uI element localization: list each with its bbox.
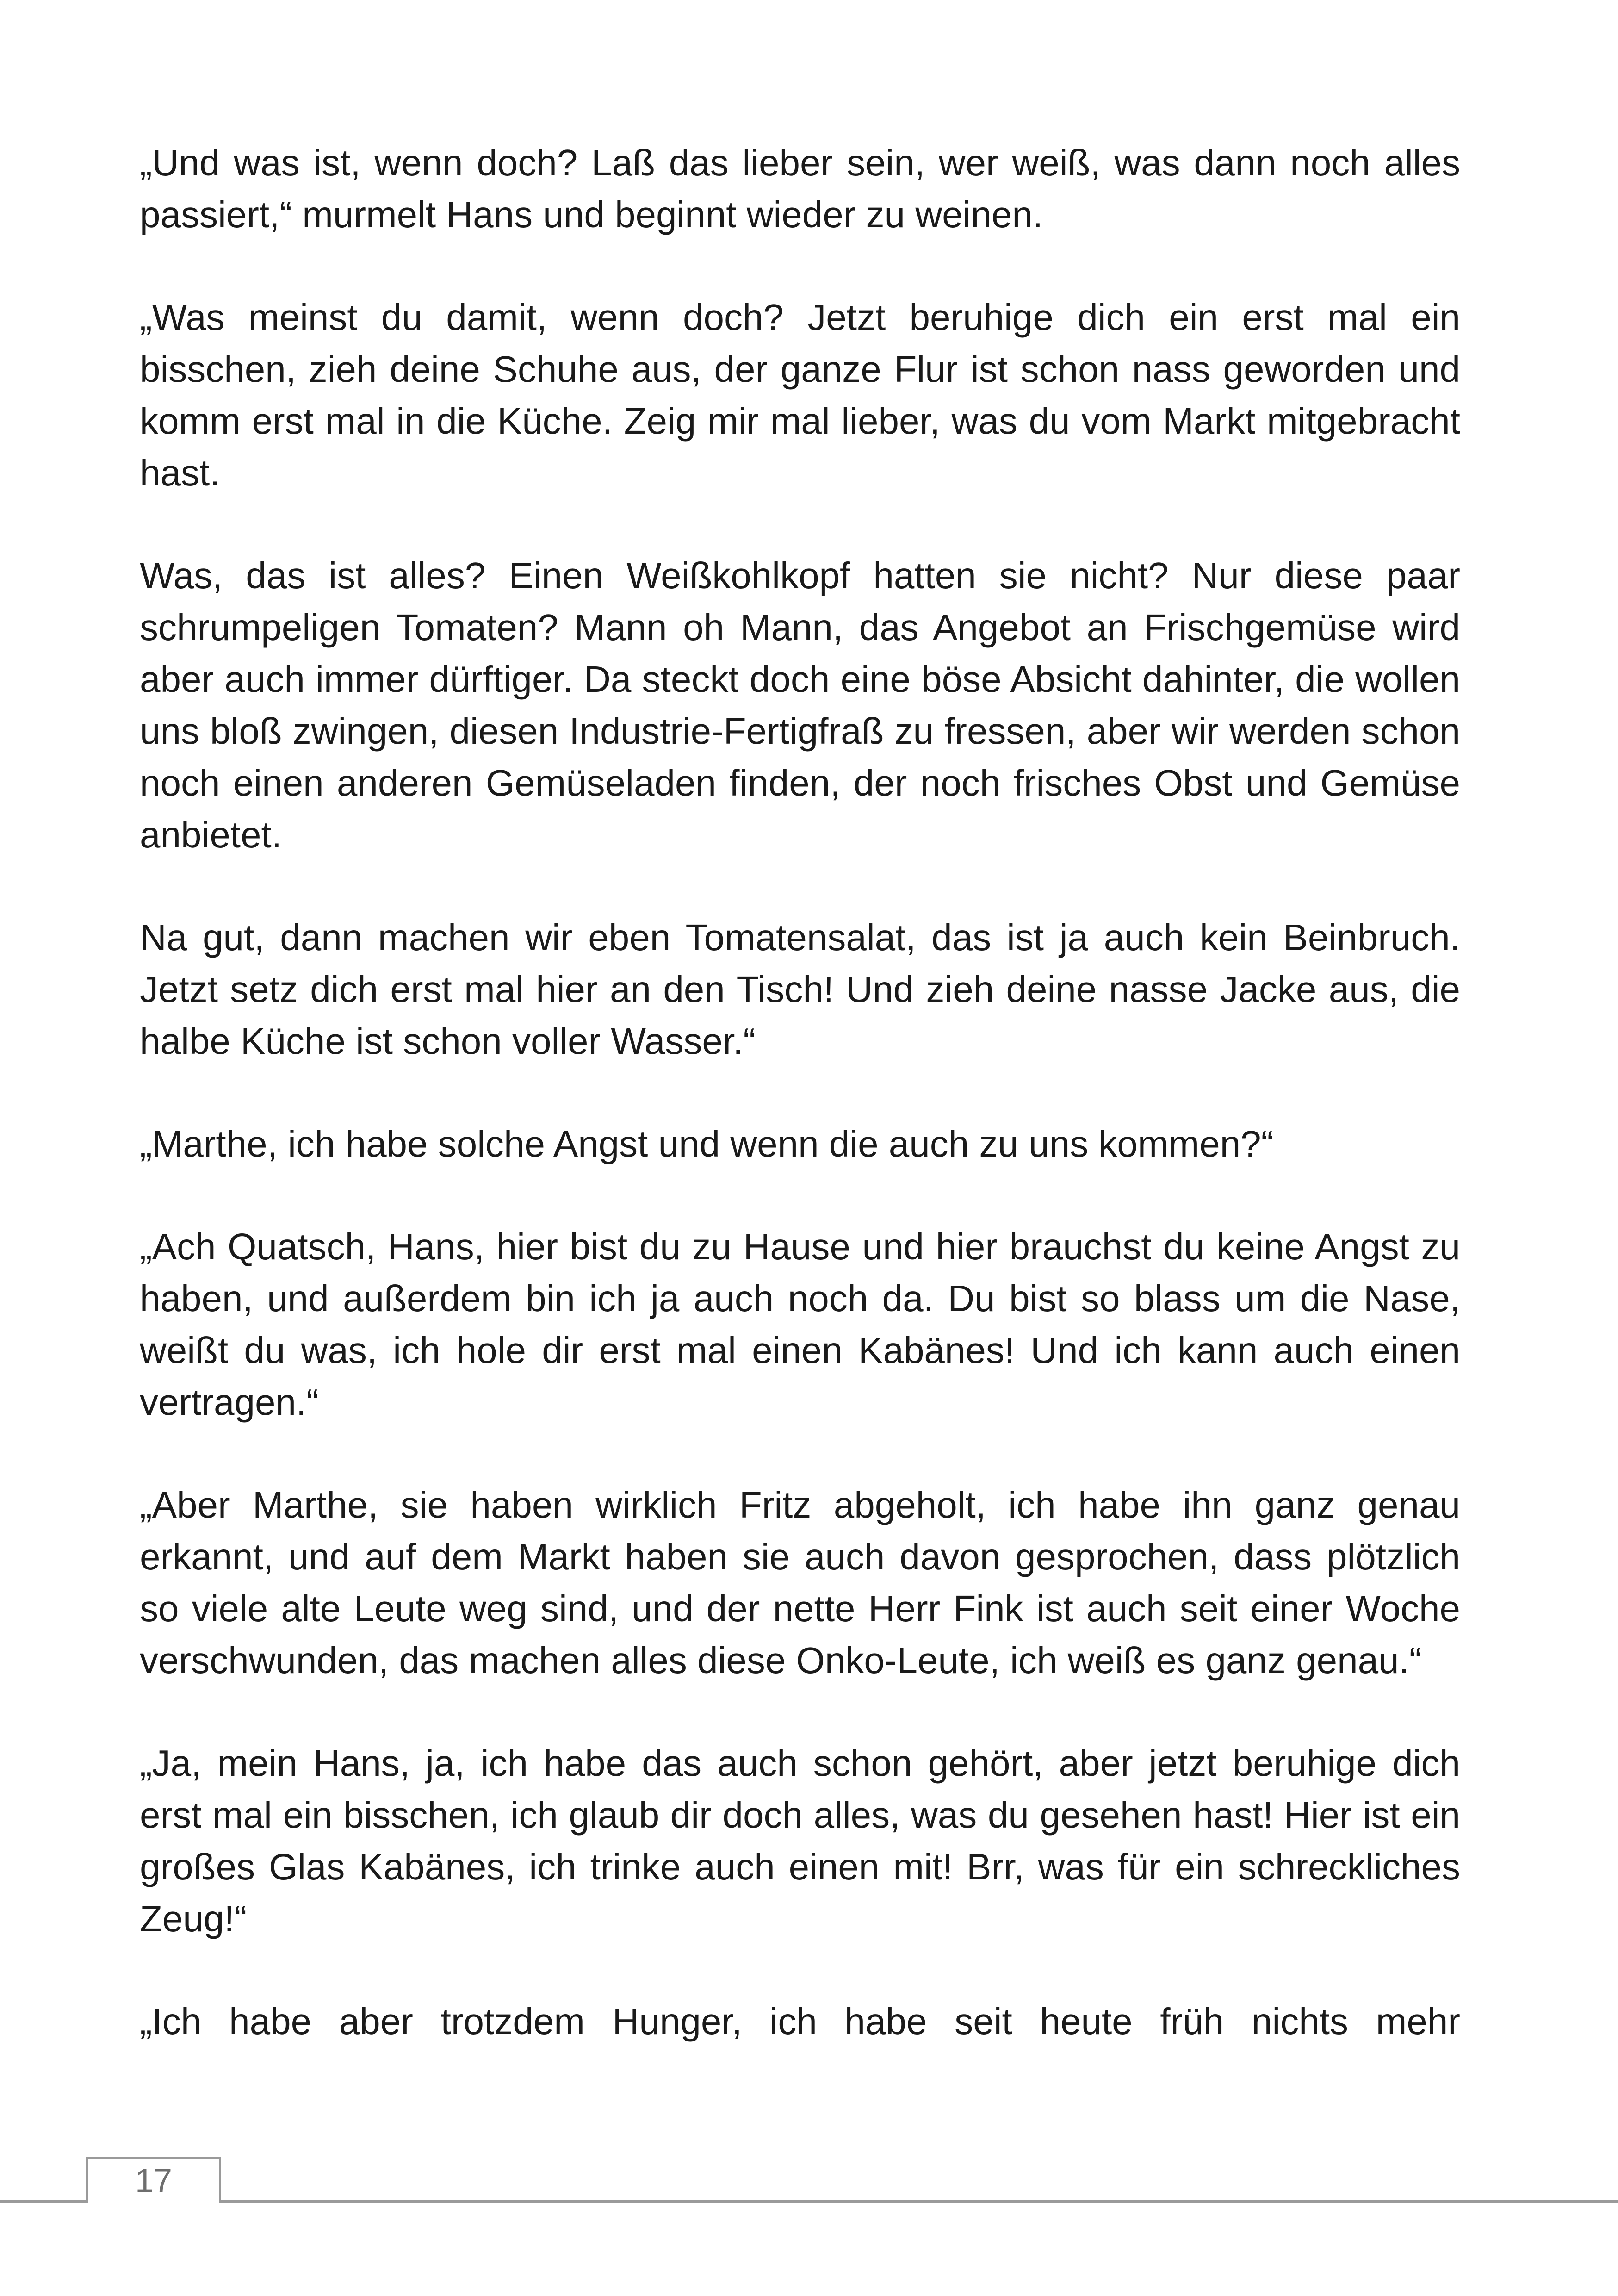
paragraph: „Was meinst du damit, wenn doch? Jetzt beruhige dich ein erst mal ein bisschen, zieh deine Schuhe aus, der ganze Flur ist schon nass geworden und komm erst mal in die Küche. Zeig mir mal lieber, was du vom Markt mitgebracht hast. [140,297,1460,493]
page-footer [0,2147,1618,2208]
paragraph: „Ach Quatsch, Hans, hier bist du zu Hause und hier brauchst du keine Angst zu haben, und außerdem bin ich ja auch noch da. Du bist so blass um die Nase, weißt du was, ich hole dir erst mal einen Kabänes! Und ich kann auch einen vertragen.“ [140,1226,1460,1423]
paragraph: Na gut, dann machen wir eben Tomatensalat, das ist ja auch kein Beinbruch. Jetzt setz dich erst mal hier an den Tisch! Und zieh deine nasse Jacke aus, die halbe Küche ist schon voller Wasser.“ [140,917,1460,1062]
paragraph: „Aber Marthe, sie haben wirklich Fritz abgeholt, ich habe ihn ganz genau erkannt, und auf dem Markt haben sie auch davon gesprochen, dass plötzlich so viele alte Leute weg sind, und der nette Herr Fink ist auch seit einer Woche verschwunden, das machen alles diese Onko-Leute, ich weiß es ganz genau.“ [140,1484,1460,1681]
page-body [140,137,1460,2047]
footer-rule-right [221,2200,1618,2203]
paragraph: „Und was ist, wenn doch? Laß das lieber sein, wer weiß, was dann noch alles passiert,“ murmelt Hans und beginnt wieder zu weinen. [140,142,1460,235]
page-number-tab [86,2157,221,2203]
paragraph: „Ja, mein Hans, ja, ich habe das auch schon gehört, aber jetzt beruhige dich erst mal ein bisschen, ich glaub dir doch alles, was du gesehen hast! Hier ist ein großes Glas Kabänes, ich trinke auch einen mit! Brr, was für ein schreckliches Zeug!“ [140,1742,1460,1939]
page-number: 17 [135,2162,173,2199]
paragraph: „Marthe, ich habe solche Angst und wenn die auch zu uns kommen?“ [140,1123,1274,1164]
paragraph-continued: „Ich habe aber trotzdem Hunger, ich habe seit heute früh nichts mehr [140,2001,1460,2042]
footer-rule-left [0,2200,86,2203]
paragraph: Was, das ist alles? Einen Weißkohlkopf hatten sie nicht? Nur diese paar schrumpeligen Tomaten? Mann oh Mann, das Angebot an Frischgemüse wird aber auch immer dürftiger. Da steckt doch eine böse Absicht dahinter, die wollen uns bloß zwingen, diesen Industrie-Fertigfraß zu fressen, aber wir werden schon noch einen anderen Gemüseladen finden, der noch frisches Obst und Gemüse anbietet. [140,555,1460,855]
